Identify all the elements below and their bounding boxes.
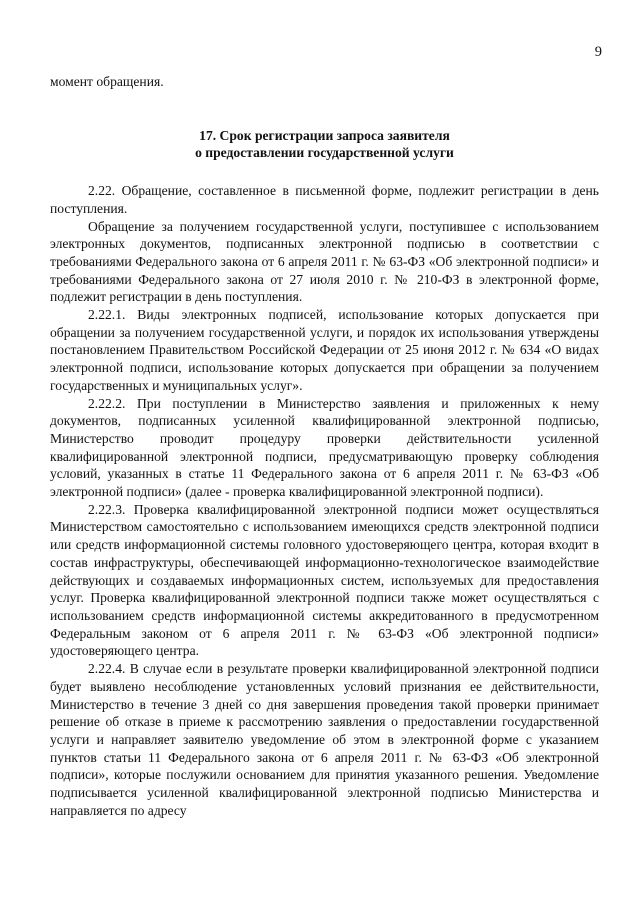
paragraph-2-22-4: 2.22.4. В случае если в результате проверки квалифицированной электронной подписи будет выявлено несоблюдение установленных условий признания ее действительности, Министерство в течение 3 дней со дня завершения проведения такой проверки принимает решение об отказе в приеме к рассмотрению заявления о предоставлении государственной услуги и направляет заявителю уведомление об этом в электронной форме с указанием пунктов статьи 11 Федерального закона от 6 апреля 2011 г. № 63-ФЗ «Об электронной подписи», которые послужили основанием для принятия указанного решения. Уведомление подписывается усиленной квалифицированной электронной подписью Министерства и направляется по адресу (50, 661, 599, 818)
lead-text: момент обращения. (50, 74, 164, 89)
paragraph-2-22-3: 2.22.3. Проверка квалифицированной электронной подписи может осуществляться Министерством самостоятельно с использованием имеющихся средств электронной подписи или средств информационной системы головного удостоверяющего центра, которая входит в состав инфраструктуры, обеспечивающей информационно-технологическое взаимодействие действующих и создаваемых информационных систем, используемых для предоставления услуг. Проверка квалифицированной электронной подписи также может осуществляться с использованием средств информационной системы аккредитованного в предусмотренном Федеральным законом от 6 апреля 2011 г. № 63-ФЗ «Об электронной подписи» удостоверяющего центра. (50, 501, 599, 659)
section-heading (50, 127, 599, 162)
section-heading-line-1: 17. Срок регистрации запроса заявителя (199, 127, 450, 143)
paragraph-2-22-1: 2.22.1. Виды электронных подписей, использование которых допускается при обращении за получением государственной услуги, и порядок их использования утверждены постановлением Правительством Российской Федерации от 25 июня 2012 г. № 634 «О видах электронной подписи, использование которых допускается при обращении за получением государственных и муниципальных услуг». (50, 307, 599, 393)
document-body (50, 73, 599, 819)
paragraph-2-22: 2.22. Обращение, составленное в письменной форме, подлежит регистрации в день поступления. (50, 183, 599, 216)
paragraph-2-22-2: 2.22.2. При поступлении в Министерство заявления и приложенных к нему документов, подписанных усиленной квалифицированной электронной подписью, Министерство проводит процедуру проверки действительности усиленной квалифицированной электронной подписи, предусматривающую проверку соблюдения условий, указанных в статье 11 Федерального закона от 6 апреля 2011 г. № 63-ФЗ «Об электронной подписи» (далее - проверка квалифицированной электронной подписи). (50, 395, 599, 500)
paragraph-electronic-request: Обращение за получением государственной услуги, поступившее с использованием электронных документов, подписанных электронной подписью в соответствии с требованиями Федерального закона от 6 апреля 2011 г. № 63-ФЗ «Об электронной подписи» и требованиями Федерального закона от 27 июля 2010 г. № 210-ФЗ в электронной форме, подлежит регистрации в день поступления. (50, 218, 599, 305)
page-number: 9 (594, 44, 602, 60)
section-heading-line-2: о предоставлении государственной услуги (195, 145, 454, 161)
